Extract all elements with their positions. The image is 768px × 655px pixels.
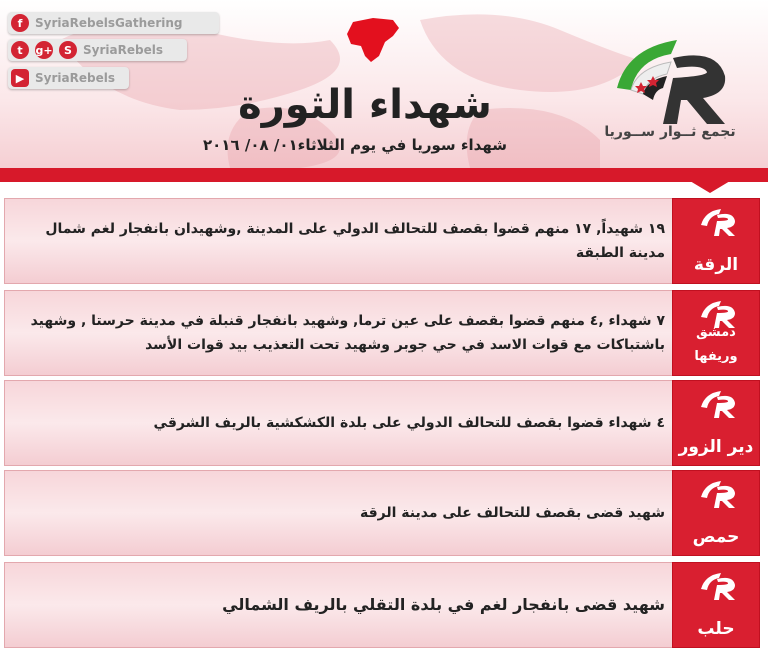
city-logo-icon	[697, 205, 737, 237]
entry-row-damascus	[4, 290, 674, 376]
twitter-icon[interactable]: t	[11, 41, 29, 59]
facebook-link[interactable]	[8, 12, 219, 34]
city-tag-deir-ezzor	[672, 380, 760, 466]
logo-text: تجمع ثــوار ســوريا	[604, 124, 736, 140]
youtube-label: SyriaRebels	[35, 71, 115, 85]
entry-row-raqqa	[4, 198, 674, 284]
entry-row-aleppo	[4, 562, 674, 648]
google-plus-icon[interactable]: g+	[35, 41, 53, 59]
youtube-link[interactable]	[8, 67, 129, 89]
youtube-icon: ▶	[11, 69, 29, 87]
social-links-row[interactable]	[8, 39, 187, 61]
syria-rebels-logo-icon	[607, 28, 735, 128]
header-divider	[0, 168, 768, 182]
entry-row-deir-ezzor	[4, 380, 674, 466]
city-name: دمشق وريفها	[694, 325, 738, 364]
city-name: حلب	[697, 619, 735, 639]
city-tag-damascus	[672, 290, 760, 376]
entry-row-homs	[4, 470, 674, 556]
city-logo-icon	[697, 569, 737, 601]
city-logo-icon	[697, 477, 737, 509]
city-tag-raqqa	[672, 198, 760, 284]
header-banner	[0, 0, 768, 168]
skype-icon[interactable]: S	[59, 41, 77, 59]
city-name: حمص	[692, 527, 740, 547]
city-tag-homs	[672, 470, 760, 556]
city-logo-icon	[697, 387, 737, 419]
city-name: الرقة	[693, 255, 739, 275]
entry-text: شهيد قضى بقصف للتحالف على مدينة الرقة	[359, 505, 665, 521]
entry-text: شهيد قضى بانفجار لغم في بلدة التقلي بالريف الشمالي	[222, 595, 665, 614]
divider-pointer	[690, 181, 730, 193]
facebook-label: SyriaRebelsGathering	[35, 16, 183, 30]
page-title: شهداء الثورة	[238, 82, 492, 128]
facebook-icon: f	[11, 14, 29, 32]
social-handle-label: SyriaRebels	[83, 43, 163, 57]
entry-text: ٤ شهداء قضوا بقصف للتحالف الدولي على بلدة الكشكشية بالريف الشرقي	[153, 415, 665, 431]
city-tag-aleppo	[672, 562, 760, 648]
city-name: دير الزور	[678, 437, 754, 457]
syria-map-icon	[343, 16, 403, 64]
entry-text: ٧ شهداء ,٤ منهم قضوا بقصف على عين ترما, وشهيد بانفجار قنبلة في مدينة حرستا , وشهيد باشتباكات مع قوات الاسد في حي جوبر وشهيد تحت التعذيب بيد قوات الأسد	[30, 313, 665, 353]
page-subtitle: شهداء سوريا في يوم الثلاثاء٠١/ ٠٨/ ٢٠١٦	[203, 136, 507, 154]
entry-text: ١٩ شهيداً, ١٧ منهم قضوا بقصف للتحالف الدولي على المدينة ,وشهيدان بانفجار لغم شمال مدينة الطبقة	[45, 221, 665, 261]
